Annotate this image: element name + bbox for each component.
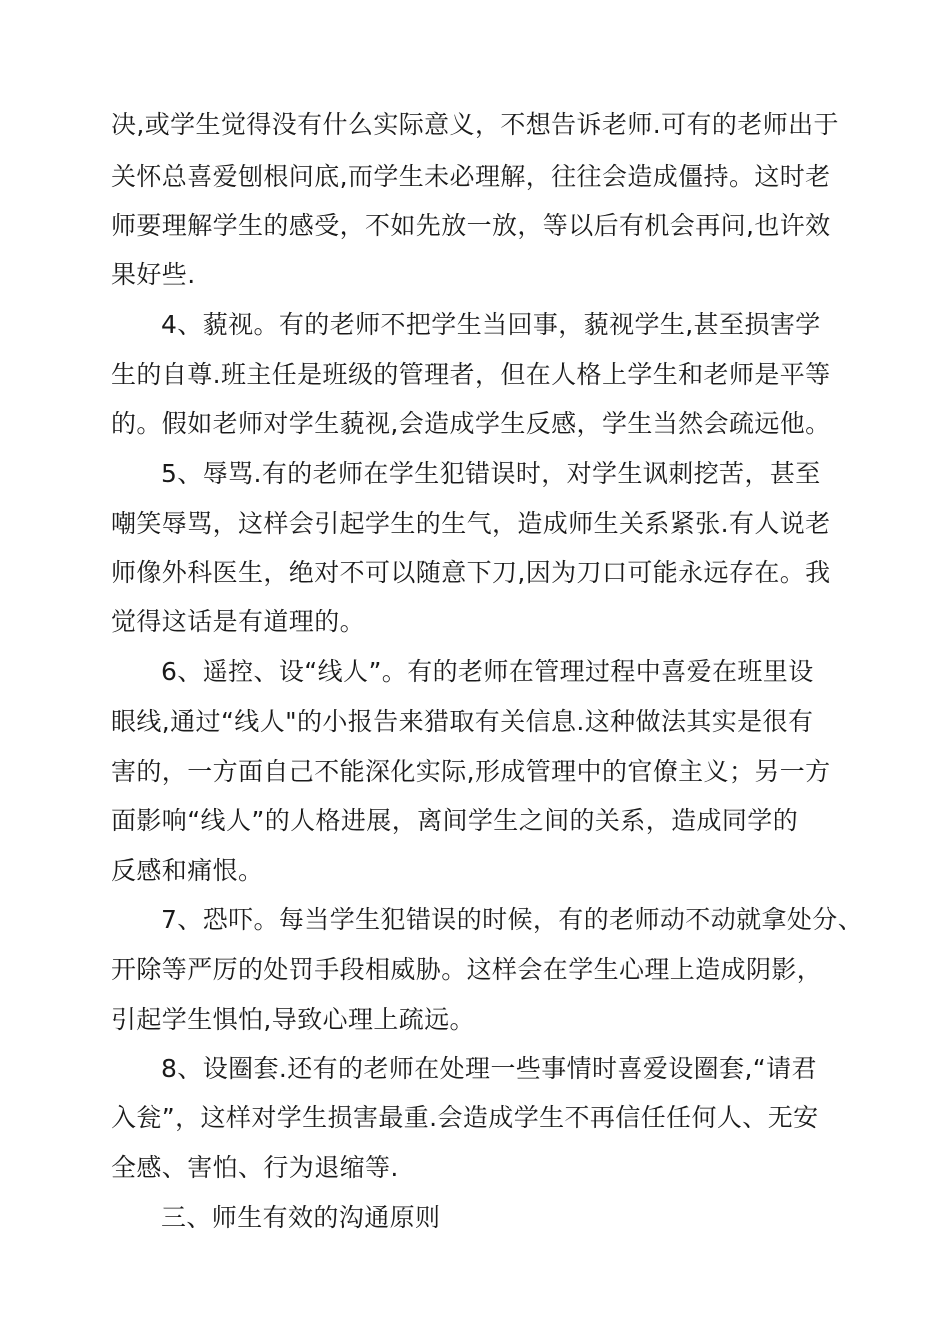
text-line: 反感和痛恨。 bbox=[111, 856, 264, 885]
paragraph-6-first-line: 6、遥控、设“线人”。有的老师在管理过程中喜爱在班里设 bbox=[161, 657, 814, 686]
paragraph-8-first-line: 8、设圈套.还有的老师在处理一些事情时喜爱设圈套,“请君 bbox=[161, 1054, 817, 1083]
text-line: 师要理解学生的感受，不如先放一放，等以后有机会再问,也许效 bbox=[111, 211, 831, 240]
text-line: 引起学生惧怕,导致心理上疏远。 bbox=[111, 1005, 475, 1034]
text-line: 的。假如老师对学生藐视,会造成学生反感，学生当然会疏远他。 bbox=[111, 409, 831, 438]
text-line: 觉得这话是有道理的。 bbox=[111, 607, 366, 636]
text-line: 生的自尊.班主任是班级的管理者，但在人格上学生和老师是平等 bbox=[111, 360, 831, 389]
text-line: 眼线,通过“线人"的小报告来猎取有关信息.这种做法其实是很有 bbox=[111, 707, 814, 736]
text-line: 入瓮”，这样对学生损害最重.会造成学生不再信任任何人、无安 bbox=[111, 1103, 819, 1132]
text-line: 果好些. bbox=[111, 260, 196, 289]
section-heading: 三、师生有效的沟通原则 bbox=[161, 1203, 441, 1232]
text-line: 关怀总喜爱刨根问底,而学生未必理解，往往会造成僵持。这时老 bbox=[111, 162, 831, 191]
text-line: 面影响“线人”的人格进展，离间学生之间的关系，造成同学的 bbox=[111, 806, 799, 835]
text-line: 嘲笑辱骂，这样会引起学生的生气，造成师生关系紧张.有人说老 bbox=[111, 509, 831, 538]
text-line: 开除等严厉的处罚手段相威胁。这样会在学生心理上造成阴影， bbox=[111, 955, 823, 984]
paragraph-5-first-line: 5、辱骂.有的老师在学生犯错误时，对学生讽刺挖苦，甚至 bbox=[161, 459, 821, 488]
text-line: 师像外科医生，绝对不可以随意下刀,因为刀口可能永远存在。我 bbox=[111, 558, 831, 587]
text-line: 决,或学生觉得没有什么实际意义，不想告诉老师.可有的老师出于 bbox=[111, 110, 839, 139]
text-line: 害的，一方面自己不能深化实际,形成管理中的官僚主义；另一方 bbox=[111, 757, 831, 786]
paragraph-7-first-line: 7、恐吓。每当学生犯错误的时候，有的老师动不动就拿处分、 bbox=[161, 905, 864, 934]
text-line: 全感、害怕、行为退缩等. bbox=[111, 1153, 399, 1182]
paragraph-4-first-line: 4、藐视。有的老师不把学生当回事，藐视学生,甚至损害学 bbox=[161, 310, 821, 339]
